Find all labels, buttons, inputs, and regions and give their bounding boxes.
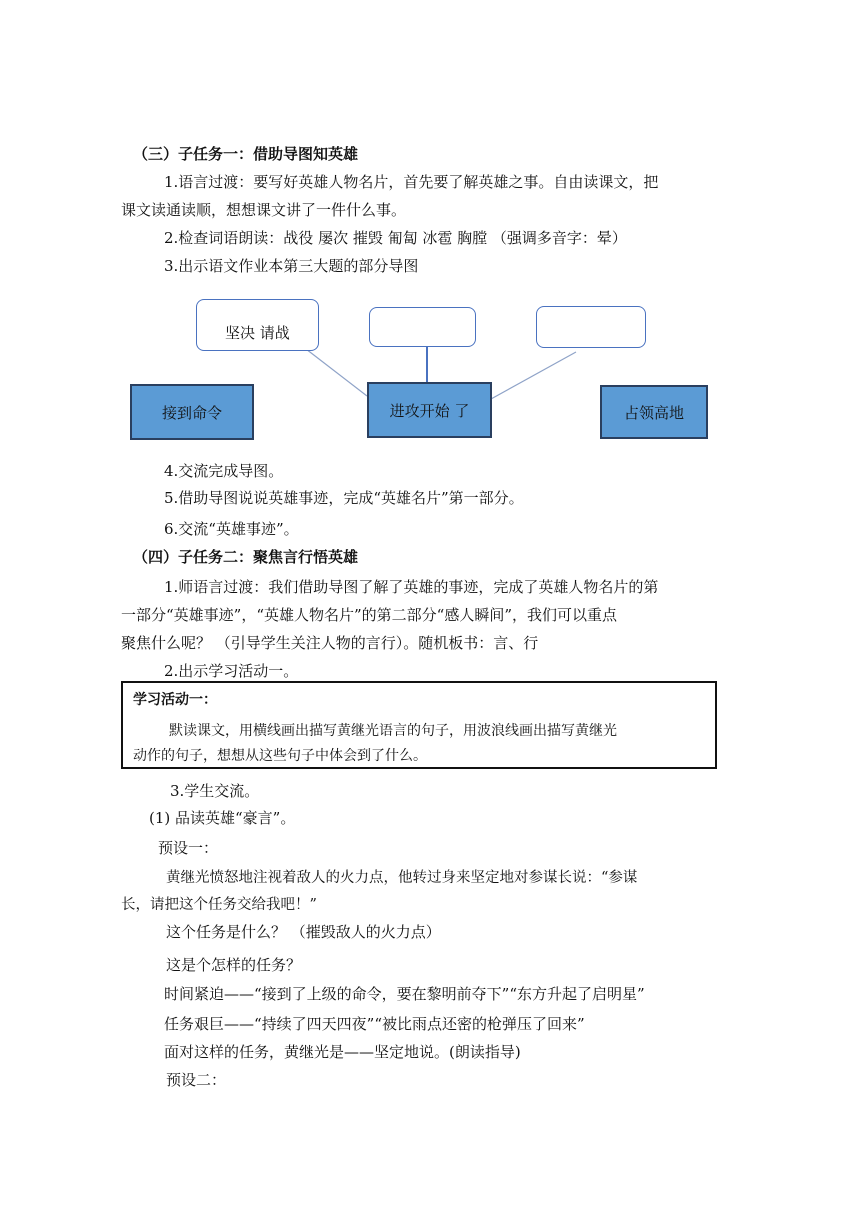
section-heading-3: （三）子任务一：借助导图知英雄 [133, 145, 359, 163]
question-3: 时间紧迫——“接到了上级的命令，要在黎明前夺下”“东方升起了启明星” [164, 985, 645, 1003]
diagram-box-left: 接到命令 [130, 384, 254, 440]
learning-activity-box [121, 681, 717, 769]
paragraph-1-line-2: 课文读通读顺，想想课文讲了一件什么事。 [121, 201, 407, 219]
diagram-box-top-left-label: 坚决 请战 [225, 324, 290, 342]
s4-paragraph-2: 2.出示学习活动一。 [164, 662, 299, 680]
diagram-box-top-left [196, 299, 319, 351]
quote-line-1: 黄继光愤怒地注视着敌人的火力点，他转过身来坚定地对参谋长说：“参谋 [166, 870, 638, 886]
s4-paragraph-1-line-2: 一部分“英雄事迹”，“英雄人物名片”的第二部分“感人瞬间”，我们可以重点 [121, 606, 618, 624]
paragraph-student-exchange: 3.学生交流。 [170, 782, 260, 800]
s4-paragraph-1-line-3: 聚焦什么呢？ （引导学生关注人物的言行）。随机板书：言、行 [121, 634, 539, 652]
paragraph-1-line-1: 1.语言过渡：要写好英雄人物名片，首先要了解英雄之事。自由读课文，把 [164, 173, 659, 191]
question-4: 任务艰巨——“持续了四天四夜”“被比雨点还密的枪弹压了回来” [164, 1015, 585, 1033]
paragraph-3: 3.出示语文作业本第三大题的部分导图 [164, 257, 419, 275]
diagram-box-top-right [536, 306, 646, 348]
connector-right [491, 352, 576, 399]
quote-line-2: 长，请把这个任务交给我吧！” [121, 897, 317, 913]
learning-activity-line-1: 默读课文，用横线画出描写黄继光语言的句子，用波浪线画出描写黄继光 [169, 723, 617, 739]
question-1: 这个任务是什么？ （摧毁敌人的火力点） [166, 923, 441, 941]
connector-left [306, 349, 367, 396]
section-heading-4: （四）子任务二：聚焦言行悟英雄 [133, 548, 359, 566]
paragraph-6: 6.交流“英雄事迹”。 [164, 520, 299, 538]
diagram-box-right: 占领高地 [600, 385, 708, 439]
diagram-box-top-middle [369, 307, 476, 347]
s4-paragraph-1-line-1: 1.师语言过渡：我们借助导图了解了英雄的事迹，完成了英雄人物名片的第 [164, 578, 659, 596]
learning-activity-line-2: 动作的句子，想想从这些句子中体会到了什么。 [133, 748, 427, 764]
paragraph-2: 2.检查词语朗读：战役 屡次 摧毁 匍匐 冰雹 胸膛 （强调多音字：晕） [164, 229, 627, 247]
sub-item-1: (1) 品读英雄“豪言”。 [149, 809, 296, 827]
question-5: 面对这样的任务，黄继光是——坚定地说。(朗读指导) [164, 1043, 521, 1061]
preset-1-label: 预设一： [158, 839, 219, 857]
learning-activity-title: 学习活动一： [133, 692, 217, 708]
question-2: 这是个怎样的任务？ [166, 956, 302, 974]
paragraph-4: 4.交流完成导图。 [164, 462, 284, 480]
diagram-box-center: 进攻开始 了 [367, 382, 492, 438]
preset-2-label: 预设二： [166, 1071, 227, 1089]
paragraph-5: 5.借助导图说说英雄事迹，完成“英雄名片”第一部分。 [164, 489, 524, 507]
